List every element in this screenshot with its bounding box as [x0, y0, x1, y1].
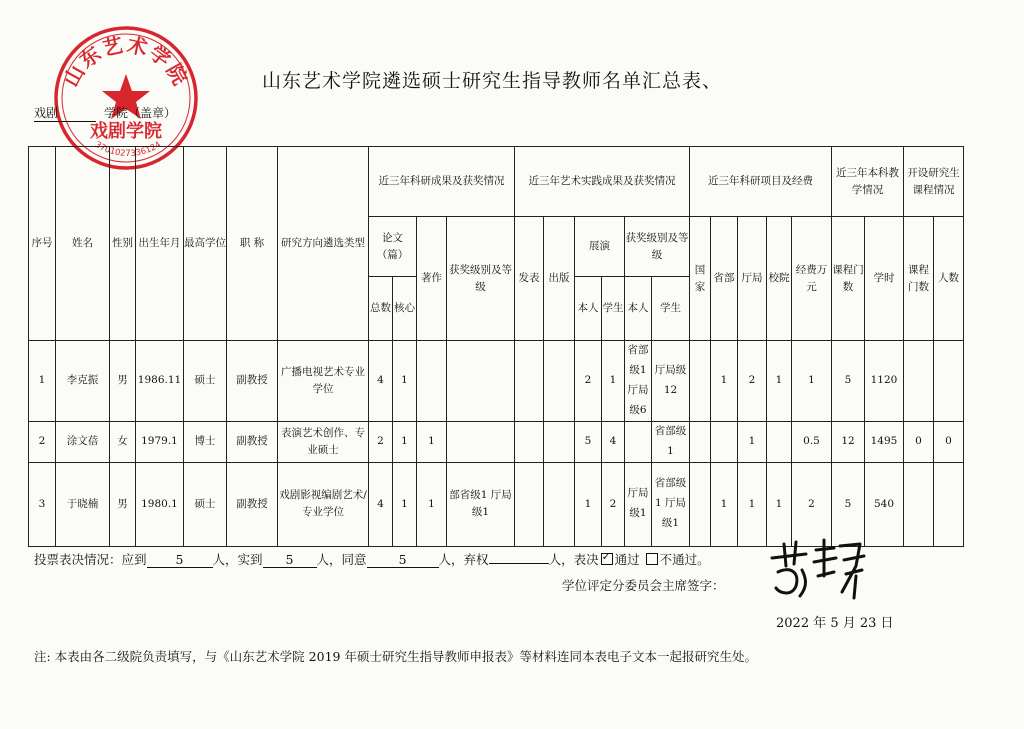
sign-date: 2022 年 5 月 23 日 [776, 616, 894, 631]
cell-title: 副教授 [227, 462, 278, 546]
col-title: 职 称 [227, 147, 278, 341]
cell-direction: 表演艺术创作、专业硕士 [278, 421, 369, 462]
group-practice: 近三年艺术实践成果及获奖情况 [515, 147, 690, 217]
seal-number: 3701027336124 [93, 139, 163, 160]
cell-award: 部省级1 厅局级1 [447, 462, 515, 546]
vote-abstain [489, 563, 549, 564]
cell-grad-people: 0 [934, 421, 964, 462]
col-grad-courses: 课程门数 [904, 217, 934, 341]
cell-award-student: 厅局级12 [652, 341, 690, 422]
cell-book: 1 [417, 462, 447, 546]
cell-title: 副教授 [227, 341, 278, 422]
cell-seq: 1 [29, 341, 56, 422]
col-grad-people: 人数 [934, 217, 964, 341]
chair-signature [760, 536, 870, 604]
cell-exhibit-student: 1 [602, 341, 625, 422]
page-title: 山东艺术学院遴选硕士研究生指导教师名单汇总表、 [262, 70, 723, 92]
cell-school [767, 421, 792, 462]
cell-provincial: 1 [711, 341, 738, 422]
cell-provincial [711, 421, 738, 462]
cell-exhibit-student: 2 [602, 462, 625, 546]
group-project: 近三年科研项目及经费 [690, 147, 832, 217]
cell-award-self: 厅局级1 [625, 462, 652, 546]
cell-print [544, 462, 575, 546]
cell-degree: 硕士 [184, 341, 227, 422]
college-suffix: 学院（盖章） [104, 106, 177, 120]
cell-birth: 1986.11 [136, 341, 184, 422]
chair-label: 学位评定分委员会主席签字： [562, 578, 725, 593]
college-name: 戏剧 [34, 104, 96, 122]
col-book: 著作 [417, 217, 447, 341]
cell-name: 于晓楠 [56, 462, 110, 546]
table-row [29, 462, 964, 546]
cell-grad-courses [904, 462, 934, 546]
cell-gender: 女 [110, 421, 136, 462]
col-award2-student: 学生 [652, 277, 690, 341]
cell-exhibit-self: 2 [575, 341, 602, 422]
col-award2-self: 本人 [625, 277, 652, 341]
cell-funds: 0.5 [792, 421, 832, 462]
cell-name: 李克振 [56, 341, 110, 422]
col-seq: 序号 [29, 147, 56, 341]
cell-direction: 戏剧影视编剧艺术/专业学位 [278, 462, 369, 546]
cell-grad-people [934, 341, 964, 422]
cell-hours: 1495 [865, 421, 904, 462]
cell-exhibit-self: 5 [575, 421, 602, 462]
cell-award [447, 421, 515, 462]
vote-expected: 5 [147, 552, 213, 568]
cell-degree: 硕士 [184, 462, 227, 546]
col-courses: 课程门数 [832, 217, 865, 341]
seal-bottom-text: 戏剧学院 [90, 121, 162, 142]
cell-paper-total: 4 [369, 341, 393, 422]
group-teaching: 近三年本科教学情况 [832, 147, 904, 217]
vote-unit2: 人，同意 [316, 552, 367, 567]
passed-checkbox [601, 553, 613, 565]
col-exhibit: 展演 [575, 217, 625, 277]
vote-present: 5 [263, 552, 317, 568]
col-exhibit-self: 本人 [575, 277, 602, 341]
not-passed-label: 不通过。 [659, 552, 710, 567]
cell-print [544, 421, 575, 462]
cell-courses: 5 [832, 341, 865, 422]
cell-bureau: 1 [738, 421, 767, 462]
cell-national [690, 421, 711, 462]
col-gender: 性别 [110, 147, 136, 341]
cell-bureau: 2 [738, 341, 767, 422]
cell-provincial: 1 [711, 462, 738, 546]
cell-national [690, 462, 711, 546]
cell-book [417, 341, 447, 422]
col-name: 姓名 [56, 147, 110, 341]
col-direction: 研究方向遴选类型 [278, 147, 369, 341]
cell-print [544, 341, 575, 422]
cell-degree: 博士 [184, 421, 227, 462]
vote-line [34, 550, 710, 568]
cell-award-self: 省部级1 厅局级6 [625, 341, 652, 422]
footnote: 注: 本表由各二级院负责填写，与《山东艺术学院 2019 年硕士研究生指导教师申报表》等材料连同本表电子文本一起报研究生处。 [34, 649, 757, 664]
col-exhibit-student: 学生 [602, 277, 625, 341]
not-passed-checkbox [646, 553, 658, 565]
cell-national [690, 341, 711, 422]
cell-hours: 540 [865, 462, 904, 546]
cell-publish [515, 462, 544, 546]
cell-birth: 1979.1 [136, 421, 184, 462]
group-grad: 开设研究生课程情况 [904, 147, 964, 217]
col-award2: 获奖级别及等级 [625, 217, 690, 277]
cell-school: 1 [767, 462, 792, 546]
col-print: 出版 [544, 217, 575, 341]
cell-award-student: 省部级1 [652, 421, 690, 462]
cell-book: 1 [417, 421, 447, 462]
seal-top-text: 山东艺术学院 [58, 32, 194, 91]
cell-exhibit-self: 1 [575, 462, 602, 546]
vote-unit3: 人，弃权 [438, 552, 489, 567]
vote-label: 投票表决情况：应到 [34, 552, 147, 567]
cell-exhibit-student: 4 [602, 421, 625, 462]
cell-award-self [625, 421, 652, 462]
col-funds: 经费万元 [792, 217, 832, 341]
table-row [29, 341, 964, 422]
cell-gender: 男 [110, 341, 136, 422]
col-paper: 论文（篇） [369, 217, 417, 277]
cell-publish [515, 421, 544, 462]
col-award: 获奖级别及等级 [447, 217, 515, 341]
cell-seq: 2 [29, 421, 56, 462]
cell-paper-core: 1 [393, 462, 417, 546]
cell-funds: 1 [792, 341, 832, 422]
cell-paper-core: 1 [393, 341, 417, 422]
col-hours: 学时 [865, 217, 904, 341]
col-degree: 最高学位 [184, 147, 227, 341]
vote-unit1: 人，实到 [212, 552, 263, 567]
cell-courses: 12 [832, 421, 865, 462]
col-school: 校院 [767, 217, 792, 341]
table-row [29, 421, 964, 462]
cell-hours: 1120 [865, 341, 904, 422]
vote-unit4: 人，表决 [548, 552, 599, 567]
supervisor-table [28, 146, 964, 547]
cell-grad-people [934, 462, 964, 546]
vote-agree: 5 [367, 552, 439, 568]
cell-paper-total: 2 [369, 421, 393, 462]
col-paper-core: 核心 [393, 277, 417, 341]
cell-seq: 3 [29, 462, 56, 546]
cell-grad-courses: 0 [904, 421, 934, 462]
cell-name: 涂文蓓 [56, 421, 110, 462]
col-paper-total: 总数 [369, 277, 393, 341]
col-publish: 发表 [515, 217, 544, 341]
col-bureau: 厅局 [738, 217, 767, 341]
cell-award-student: 省部级1 厅局级1 [652, 462, 690, 546]
cell-birth: 1980.1 [136, 462, 184, 546]
group-research: 近三年科研成果及获奖情况 [369, 147, 515, 217]
cell-paper-total: 4 [369, 462, 393, 546]
cell-grad-courses [904, 341, 934, 422]
cell-courses: 5 [832, 462, 865, 546]
cell-paper-core: 1 [393, 421, 417, 462]
col-birth: 出生年月 [136, 147, 184, 341]
cell-award [447, 341, 515, 422]
college-line [34, 104, 176, 122]
passed-label: 通过 [614, 552, 640, 567]
cell-title: 副教授 [227, 421, 278, 462]
col-provincial: 省部 [711, 217, 738, 341]
cell-gender: 男 [110, 462, 136, 546]
col-national: 国家 [690, 217, 711, 341]
cell-publish [515, 341, 544, 422]
cell-school: 1 [767, 341, 792, 422]
cell-direction: 广播电视艺术专业学位 [278, 341, 369, 422]
cell-funds: 2 [792, 462, 832, 546]
cell-bureau: 1 [738, 462, 767, 546]
